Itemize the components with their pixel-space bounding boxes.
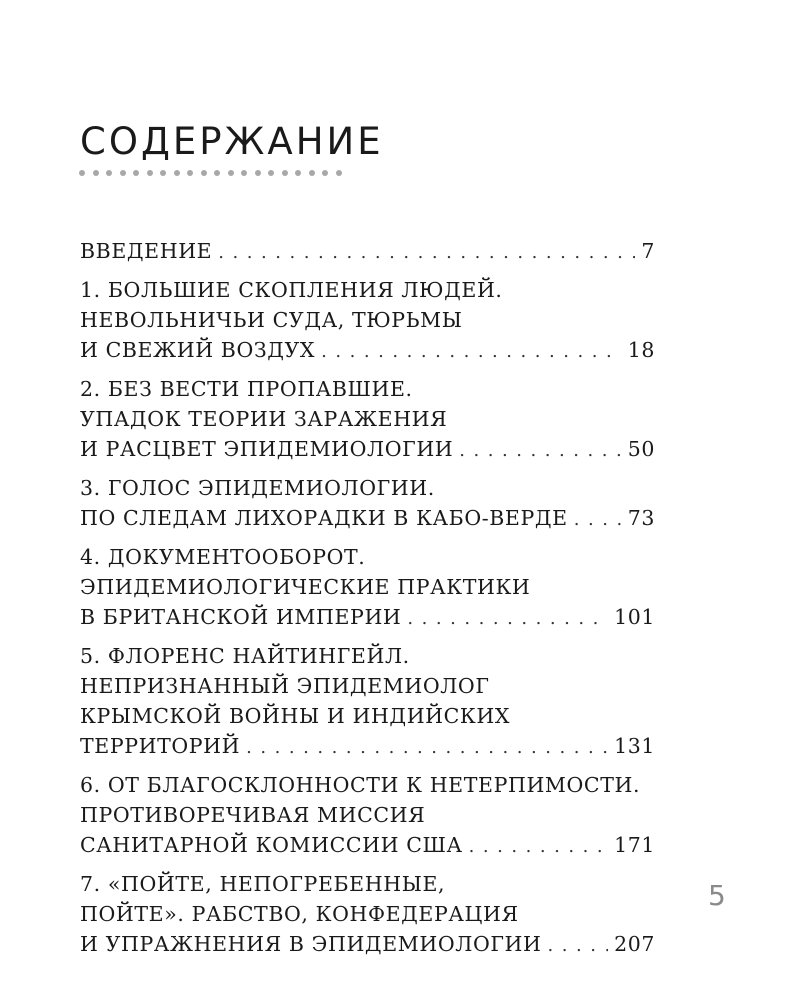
- dot-leader: [469, 832, 608, 862]
- dot-leader: [218, 238, 635, 268]
- toc-entry-text: 2. БЕЗ ВЕСТИ ПРОПАВШИЕ.: [80, 377, 413, 401]
- toc-entry-text: САНИТАРНОЙ КОМИССИИ США: [80, 833, 463, 857]
- toc-entry-line: [80, 800, 655, 830]
- toc-entry-text: 7. «ПОЙТЕ, НЕПОГРЕБЕННЫЕ,: [80, 872, 446, 896]
- toc-entry-line: [80, 602, 655, 632]
- toc-page-number: 18: [627, 338, 655, 362]
- toc-entry-line: [80, 641, 655, 671]
- toc-entry[interactable]: [80, 542, 655, 632]
- page-number: 5: [708, 879, 726, 912]
- toc-entry-line: [80, 830, 655, 860]
- toc-entry-text: И РАСЦВЕТ ЭПИДЕМИОЛОГИИ: [80, 437, 454, 461]
- toc-entry-line: [80, 335, 655, 365]
- toc-entry-line: [80, 929, 655, 959]
- toc-entry-line: [80, 503, 655, 533]
- toc-entry-text: ТЕРРИТОРИЙ: [80, 734, 241, 758]
- toc-entry-text: НЕПРИЗНАННЫЙ ЭПИДЕМИОЛОГ: [80, 674, 490, 698]
- toc-entry-text: ВВЕДЕНИЕ: [80, 239, 213, 263]
- dot-leader: [547, 931, 608, 961]
- toc-entry-line: [80, 869, 655, 899]
- toc-entry[interactable]: [80, 473, 655, 533]
- toc-entry[interactable]: [80, 275, 655, 365]
- toc-page-number: 50: [627, 437, 655, 461]
- toc-entry-line: [80, 542, 655, 572]
- toc-entry-text: 5. ФЛОРЕНС НАЙТИНГЕЙЛ.: [80, 644, 410, 668]
- toc-entry-line: [80, 374, 655, 404]
- toc-entry-line: [80, 275, 655, 305]
- toc-entry[interactable]: [80, 641, 655, 761]
- dot-leader: [321, 337, 622, 367]
- toc-page-number: 171: [614, 833, 655, 857]
- dot-leader: [246, 733, 608, 763]
- toc-entry-text: 4. ДОКУМЕНТООБОРОТ.: [80, 545, 366, 569]
- toc-entry-text: ПРОТИВОРЕЧИВАЯ МИССИЯ: [80, 803, 426, 827]
- toc-entry-text: 6. ОТ БЛАГОСКЛОННОСТИ К НЕТЕРПИМОСТИ.: [80, 773, 641, 797]
- toc-entry-text: НЕВОЛЬНИЧЬИ СУДА, ТЮРЬМЫ: [80, 308, 463, 332]
- dot-leader: [459, 436, 621, 466]
- toc-entry-line: [80, 236, 655, 266]
- title-dot-rule: [79, 170, 342, 176]
- toc-entry-line: [80, 770, 655, 800]
- toc-page-number: 101: [614, 605, 655, 629]
- toc-entry-text: УПАДОК ТЕОРИИ ЗАРАЖЕНИЯ: [80, 407, 448, 431]
- toc-entry-text: ПОЙТЕ». РАБСТВО, КОНФЕДЕРАЦИЯ: [80, 902, 519, 926]
- toc-entry-line: [80, 701, 655, 731]
- toc-entry[interactable]: [80, 374, 655, 464]
- dot-leader: [574, 505, 622, 535]
- toc-page-number: 207: [614, 932, 655, 956]
- dot-leader: [407, 604, 608, 634]
- toc-entry-text: И СВЕЖИЙ ВОЗДУХ: [80, 338, 316, 362]
- toc-entry-line: [80, 899, 655, 929]
- toc-page-number: 73: [627, 506, 655, 530]
- toc-entry-text: КРЫМСКОЙ ВОЙНЫ И ИНДИЙСКИХ: [80, 704, 511, 728]
- toc-entry-text: И УПРАЖНЕНИЯ В ЭПИДЕМИОЛОГИИ: [80, 932, 542, 956]
- toc-entry-text: В БРИТАНСКОЙ ИМПЕРИИ: [80, 605, 402, 629]
- toc-entry-line: [80, 671, 655, 701]
- toc-entry[interactable]: [80, 869, 655, 959]
- toc-entry-line: [80, 473, 655, 503]
- toc-entry[interactable]: [80, 236, 655, 266]
- toc-entry-line: [80, 404, 655, 434]
- toc-page-number: 131: [614, 734, 655, 758]
- toc-entry-line: [80, 731, 655, 761]
- toc-entry-text: ЭПИДЕМИОЛОГИЧЕСКИЕ ПРАКТИКИ: [80, 575, 531, 599]
- table-of-contents: [80, 236, 655, 968]
- toc-entry[interactable]: [80, 770, 655, 860]
- toc-entry-line: [80, 572, 655, 602]
- toc-entry-line: [80, 305, 655, 335]
- page-title: СОДЕРЖАНИЕ: [80, 120, 384, 163]
- toc-entry-text: 3. ГОЛОС ЭПИДЕМИОЛОГИИ.: [80, 476, 435, 500]
- toc-entry-line: [80, 434, 655, 464]
- toc-page-number: 7: [641, 239, 655, 263]
- toc-entry-text: ПО СЛЕДАМ ЛИХОРАДКИ В КАБО-ВЕРДЕ: [80, 506, 568, 530]
- toc-entry-text: 1. БОЛЬШИЕ СКОПЛЕНИЯ ЛЮДЕЙ.: [80, 278, 503, 302]
